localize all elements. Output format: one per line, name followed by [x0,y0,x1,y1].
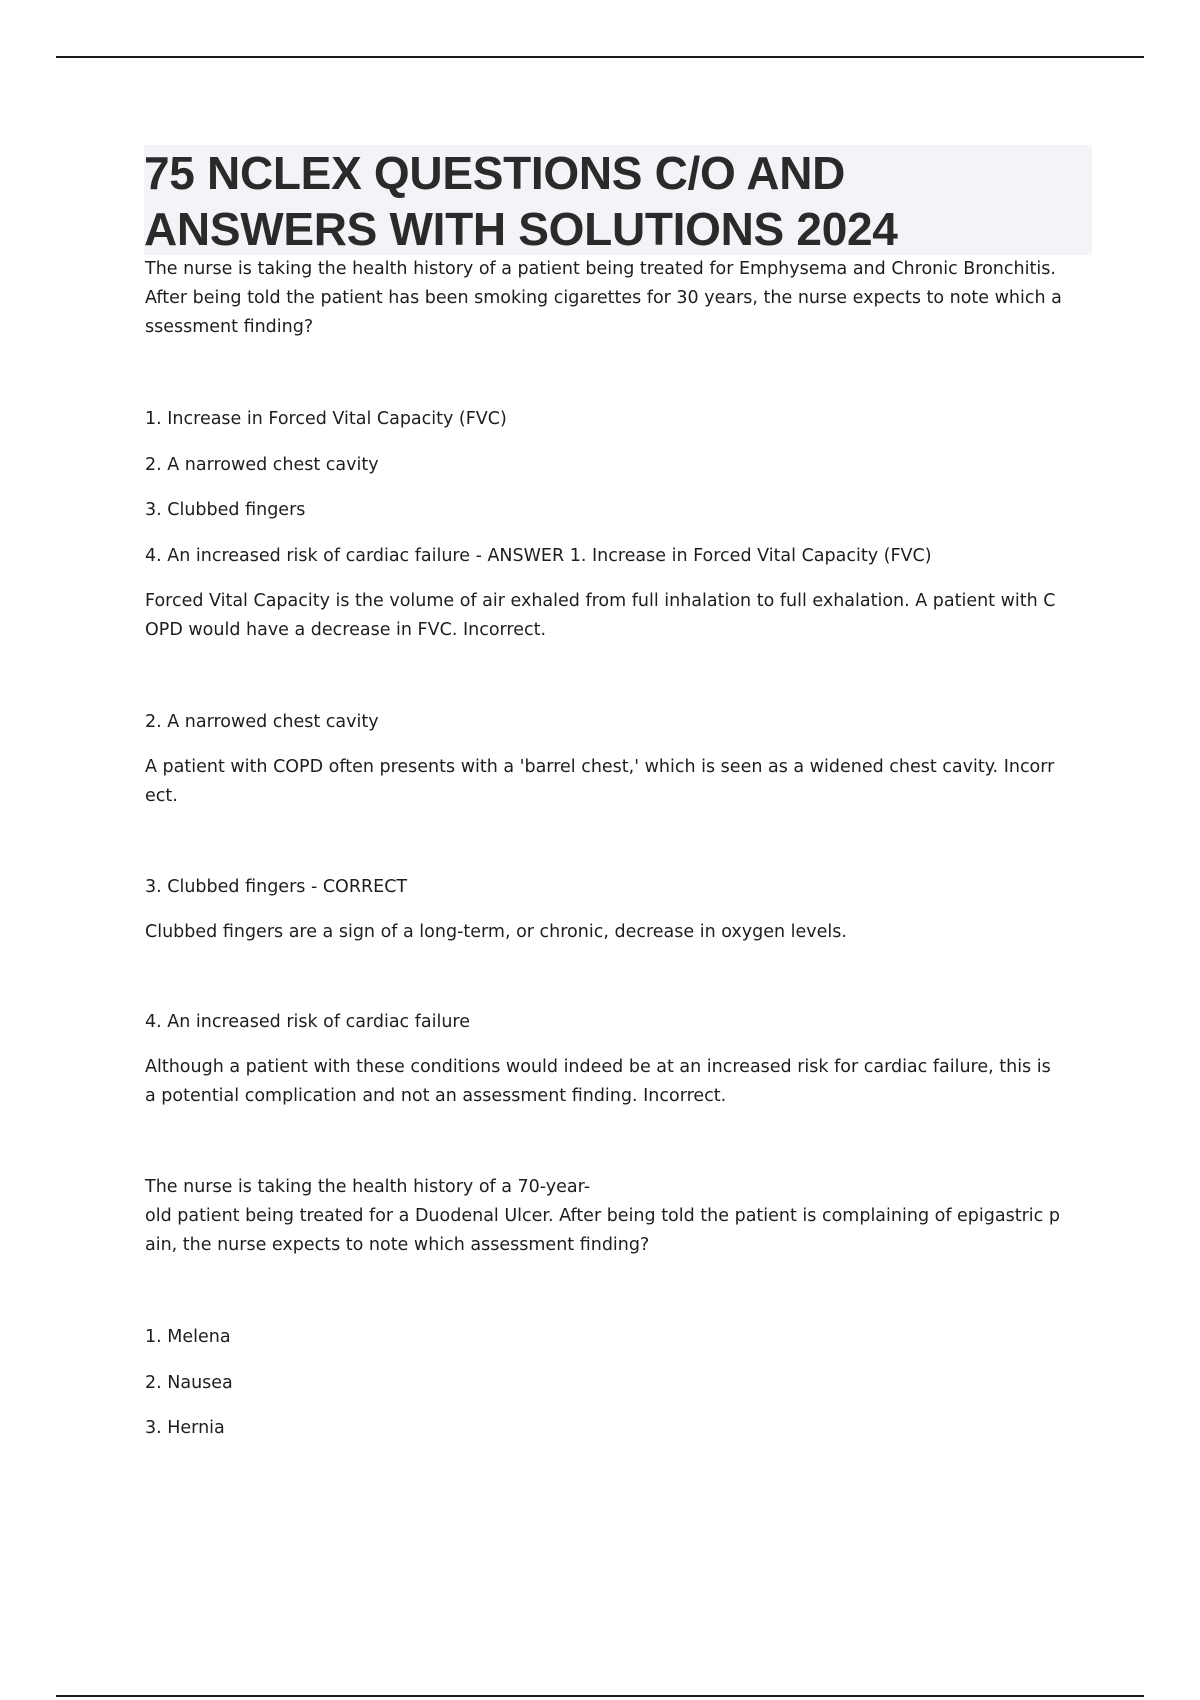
title-banner [144,145,1092,255]
page-title [144,145,1092,257]
question-2-option-3: 3. Hernia [145,1418,225,1438]
rationale-4: Although a patient with these conditions would indeed be at an increased risk for cardiac failure, this is a potential complication and not an assessment finding. Incorrect. [145,1057,1051,1106]
question-2-option-1: 1. Melena [145,1327,231,1347]
rationale-2-heading: 2. A narrowed chest cavity [145,712,379,732]
rationale-2: A patient with COPD often presents with a 'barrel chest,' which is seen as a widened chest cavity. Incorr ect. [145,757,1055,806]
top-rule [56,56,1144,58]
question-1-option-4-answer: 4. An increased risk of cardiac failure - ANSWER 1. Increase in Forced Vital Capacity (FVC) [145,546,932,566]
title-line-1: 75 NCLEX QUESTIONS C/O AND [144,147,846,199]
rationale-1: Forced Vital Capacity is the volume of air exhaled from full inhalation to full exhalation. A patient with C OPD would have a decrease in FVC. Incorrect. [145,591,1056,640]
rationale-3: Clubbed fingers are a sign of a long-term, or chronic, decrease in oxygen levels. [145,922,847,942]
question-2-option-2: 2. Nausea [145,1373,233,1393]
rationale-3-heading: 3. Clubbed fingers - CORRECT [145,877,408,897]
bottom-rule [56,1695,1144,1697]
rationale-4-heading: 4. An increased risk of cardiac failure [145,1012,471,1032]
question-2-stem: The nurse is taking the health history of a 70-year- old patient being treated for a Duodenal Ulcer. After being told the patient is complaining of epigastric p ain, the nurse expects to note which assessment finding? [145,1177,1060,1255]
question-1-option-3: 3. Clubbed fingers [145,500,306,520]
question-1-stem: The nurse is taking the health history of a patient being treated for Emphysema and Chronic Bronchitis. After being told the patient has been smoking cigarettes for 30 years, the nurse expects to note which a ssessment finding? [145,259,1062,337]
question-1-option-2: 2. A narrowed chest cavity [145,455,379,475]
question-1-option-1: 1. Increase in Forced Vital Capacity (FVC) [145,409,507,429]
title-line-2: ANSWERS WITH SOLUTIONS 2024 [144,203,898,255]
